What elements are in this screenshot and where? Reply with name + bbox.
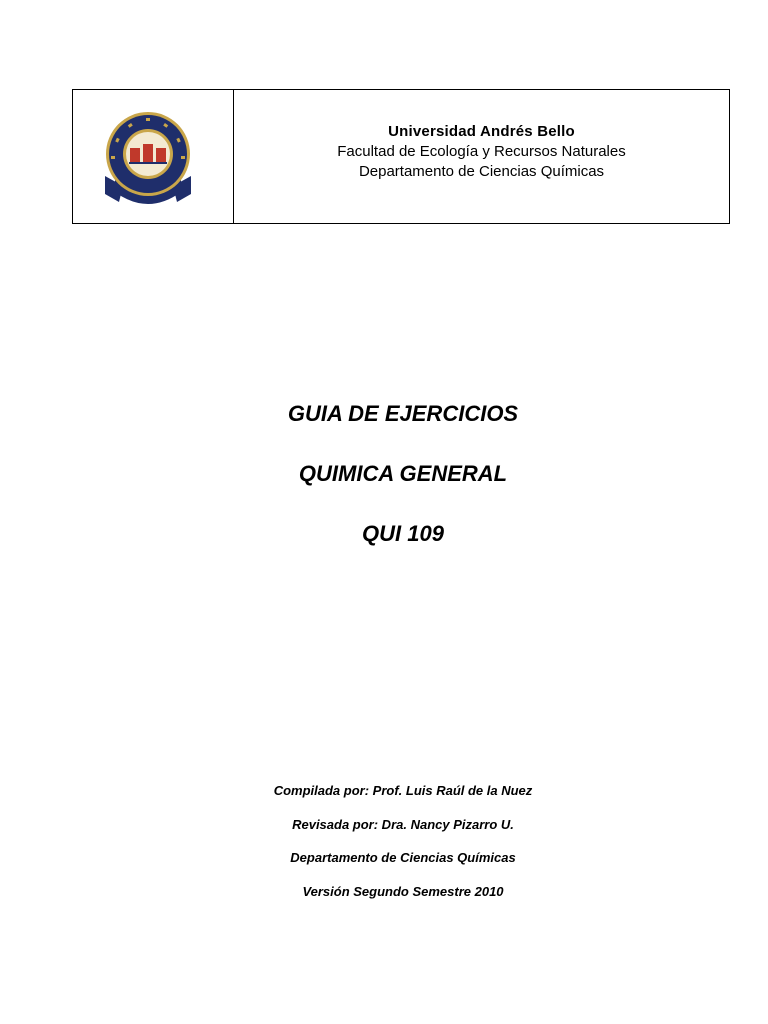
document-title [0, 395, 768, 575]
university-name: Universidad Andrés Bello [388, 123, 575, 140]
faculty-name: Facultad de Ecología y Recursos Naturales [337, 143, 626, 160]
version-note: Versión Segundo Semestre 2010 [302, 883, 504, 899]
title-subject: QUIMICA GENERAL [298, 461, 508, 486]
title-guide: GUIA DE EJERCICIOS [287, 401, 519, 426]
institution-text-cell [234, 90, 729, 223]
institution-header [72, 89, 730, 224]
credit-department: Departamento de Ciencias Químicas [290, 850, 516, 865]
logo-cell [73, 90, 234, 223]
university-seal-logo [101, 110, 195, 210]
seal-icon [101, 110, 195, 210]
compiled-by: Compilada por: Prof. Luis Raúl de la Nuez [273, 783, 533, 798]
department-name: Departamento de Ciencias Químicas [358, 163, 605, 180]
credits-block [0, 781, 768, 915]
title-course-code: QUI 109 [362, 521, 444, 546]
reviewed-by: Revisada por: Dra. Nancy Pizarro U. [292, 816, 514, 832]
